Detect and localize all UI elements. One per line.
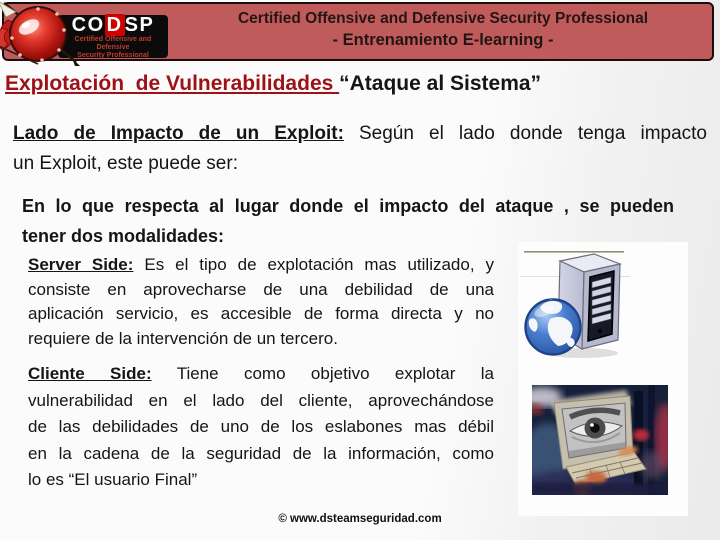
paragraph-impact [13, 119, 707, 179]
paragraph-server-side [28, 253, 494, 351]
server-globe-icon [520, 245, 630, 363]
impact-lead: Lado de Impacto de un Exploit: [13, 123, 344, 144]
slide-heading-highlight: Explotación de Vulnerabilidades [5, 72, 340, 95]
client-side-line3: de las debilidades de uno de los eslabones mas débil [28, 417, 494, 436]
codsp-shield-logo-icon [0, 0, 84, 66]
paragraph-client-side [28, 361, 494, 494]
codsp-logo-acronym: CO D SP [71, 13, 155, 36]
server-side-line1: Es el tipo de explotación mas utilizado, y [144, 255, 494, 274]
client-side-lead: Cliente Side: [28, 364, 152, 383]
logo-tagline-line1: Certified Offensive and Defensive [74, 35, 152, 51]
surveillance-eye-monitor-image [532, 385, 668, 495]
server-side-line2: consiste en aprovecharse de una debilidad de una [28, 279, 494, 299]
modalities-line2: tener dos modalidades: [22, 226, 225, 246]
impact-line1: Según el lado donde tenga impacto [359, 123, 708, 144]
course-title: Certified Offensive and Defensive Security Professional [237, 10, 649, 27]
impact-line2: un Exploit, este puede ser: [13, 153, 238, 174]
client-side-line1: Tiene como objetivo explotar la [176, 364, 494, 383]
server-side-lead: Server Side: [28, 255, 134, 274]
client-side-line2: vulnerabilidad en el lado del cliente, aprovechándose [28, 390, 494, 410]
client-side-line4: en la cadena de la seguridad de la información, como [28, 443, 494, 463]
slide-heading [5, 72, 541, 96]
header-titles [178, 8, 708, 52]
footer-copyright: © www.dsteamseguridad.com [278, 513, 442, 525]
server-side-line3: aplicación servicio, es accesible de forma directa y no [28, 304, 494, 323]
modalities-line1: En lo que respecta al lugar donde el impacto del ataque , se pueden [22, 196, 674, 216]
client-side-line5: lo es “El usuario Final” [28, 470, 198, 489]
slide-heading-rest: “Ataque al Sistema” [339, 72, 542, 95]
course-subtitle: - Entrenamiento E-learning - [332, 31, 554, 49]
logo-accent-letter: D [106, 13, 123, 36]
server-side-line4: requiere de la intervención de un tercero. [28, 328, 338, 348]
logo-tagline-line2: Security Professional [77, 51, 149, 59]
